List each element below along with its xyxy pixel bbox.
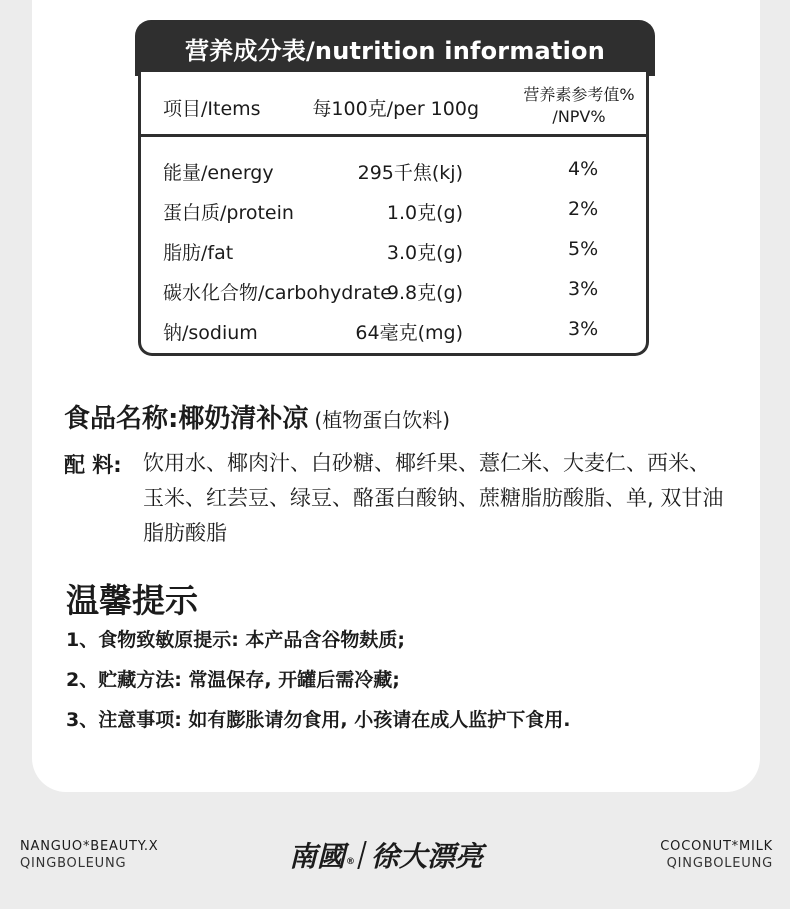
nutrient-name: 碳水化合物/carbohydrate — [163, 282, 392, 304]
footer-left — [20, 838, 159, 872]
nutrient-amount: 9.8克(g) — [386, 282, 463, 304]
nutrient-name: 蛋白质/protein — [163, 202, 294, 224]
product-label: 食品名称:椰奶清补凉 — [64, 404, 309, 434]
table-row — [141, 318, 646, 358]
ingredients-label: 配 料: — [64, 453, 122, 477]
brand-logo — [289, 835, 483, 875]
logo-divider — [357, 841, 367, 869]
product-category: (植物蛋白饮料) — [314, 408, 451, 432]
header-nrv-line2: /NPV% — [552, 107, 606, 126]
nutrition-header-row — [141, 85, 646, 134]
registered-mark: ® — [346, 857, 356, 867]
nutrient-nrv: 5% — [568, 238, 599, 260]
footer-left-line1: NANGUO*BEAUTY.X — [20, 839, 159, 854]
header-items: 项目/Items — [163, 98, 261, 120]
nutrient-amount: 1.0克(g) — [386, 202, 463, 224]
ingredients-text: 饮用水、椰肉汁、白砂糖、椰纤果、薏仁米、大麦仁、西米、玉米、红芸豆、绿豆、酪蛋白酸钠、蔗糖脂肪酸脂、单, 双甘油脂肪酸脂 — [143, 451, 724, 545]
footer-right-line1: COCONUT*MILK — [660, 839, 773, 854]
nutrition-table — [138, 72, 649, 356]
table-row — [141, 278, 646, 318]
header-per-100g: 每100克/per 100g — [312, 98, 479, 120]
nutrient-nrv: 3% — [568, 278, 599, 300]
product-name — [64, 398, 450, 435]
nutrient-name: 能量/energy — [163, 162, 274, 184]
table-row — [141, 158, 646, 198]
list-item: 1、食物致敏原提示: 本产品含谷物麸质; — [66, 629, 406, 651]
footer-left-line2: QINGBOLEUNG — [20, 856, 127, 871]
header-nrv-line1: 营养素参考值% — [523, 85, 635, 104]
list-item: 3、注意事项: 如有膨胀请勿食用, 小孩请在成人监护下食用. — [66, 709, 571, 731]
nutrient-amount: 64毫克(mg) — [355, 322, 463, 344]
list-item: 2、贮藏方法: 常温保存, 开罐后需冷藏; — [66, 669, 400, 691]
header-nrv — [515, 84, 643, 128]
table-row — [141, 238, 646, 278]
logo-brand: 南國 — [289, 840, 346, 873]
nutrient-name: 脂肪/fat — [163, 242, 234, 264]
nutrient-name: 钠/sodium — [163, 322, 258, 344]
header-divider — [141, 134, 646, 137]
nutrition-title: 营养成分表/nutrition information — [135, 20, 655, 76]
nutrient-amount: 3.0克(g) — [386, 242, 463, 264]
footer-right-line2: QINGBOLEUNG — [666, 856, 773, 871]
nutrient-amount: 295千焦(kj) — [357, 162, 463, 184]
tips-title: 温馨提示 — [66, 581, 198, 620]
table-row — [141, 198, 646, 238]
footer-right — [660, 838, 773, 872]
nutrient-nrv: 2% — [568, 198, 599, 220]
logo-partner: 徐大漂亮 — [371, 840, 484, 873]
nutrient-nrv: 3% — [568, 318, 599, 340]
nutrient-nrv: 4% — [568, 158, 599, 180]
tips-list — [66, 620, 746, 740]
